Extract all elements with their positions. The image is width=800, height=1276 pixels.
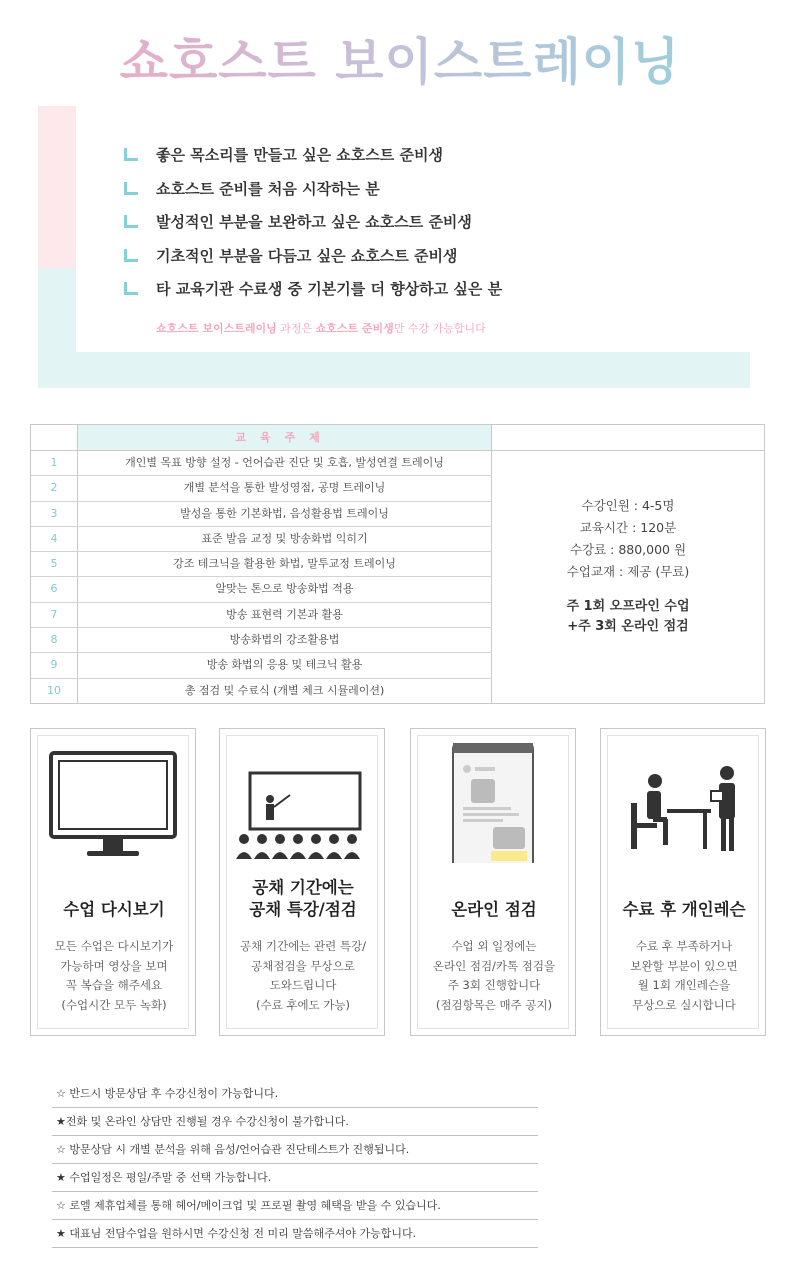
tuition-fee: 수강료 : 880,000 원 (569, 542, 687, 557)
row-number: 9 (31, 653, 78, 677)
target-item (124, 239, 502, 273)
table-row (31, 653, 492, 678)
class-duration: 교육시간 : 120분 (579, 520, 677, 535)
online-schedule: +주 3회 온라인 점검 (567, 619, 689, 634)
notice-item: ☆ 반드시 방문상담 후 수강신청이 가능합니다. (52, 1080, 538, 1108)
table-rows (31, 451, 492, 704)
l-bullet-icon (124, 182, 138, 195)
row-topic: 방송화법의 강조활용법 (78, 628, 492, 652)
class-size: 수강인원 : 4-5명 (581, 498, 675, 513)
target-item (124, 272, 502, 306)
course-info (492, 495, 764, 583)
card-title-line: 공채 기간에는 (252, 878, 354, 897)
target-item (124, 205, 502, 239)
notice-list (52, 1080, 538, 1248)
target-audience-list (124, 138, 502, 306)
card-desc-line: 무상으로 실시합니다 (632, 997, 736, 1012)
row-number: 8 (31, 628, 78, 652)
course-info-panel (492, 451, 764, 703)
card-desc-line: 꼭 복습을 해주세요 (65, 978, 163, 992)
l-bullet-icon (124, 215, 138, 228)
table-row (31, 527, 492, 552)
table-row (31, 603, 492, 628)
card-desc-line: 공채 기간에는 관련 특강/ (240, 939, 366, 953)
textbook: 수업교재 : 제공 (무료) (566, 564, 690, 579)
feature-card-online-check (410, 728, 576, 1036)
target-text: 기초적인 부분을 다듬고 싶은 쇼호스트 준비생 (156, 246, 458, 265)
row-topic: 방송 화법의 응용 및 테크닉 활용 (78, 653, 492, 677)
monitor-icon (41, 743, 185, 863)
row-topic: 발성을 통한 기본화법, 음성활용법 트레이닝 (78, 502, 492, 526)
intro-note-end: 만 수강 가능합니다 (393, 322, 486, 335)
card-desc-line: (수료 후에도 가능) (255, 997, 351, 1012)
card-desc-line: 보완할 부분이 있으면 (630, 958, 738, 973)
card-desc-line: 도와드립니다 (269, 978, 337, 992)
offline-schedule: 주 1회 오프라인 수업 (566, 599, 690, 614)
card-desc-line: 수업 외 일정에는 (451, 939, 537, 953)
notice-item: ★ 수업일정은 평일/주말 중 선택 가능합니다. (52, 1164, 538, 1192)
row-topic: 방송 표현력 기본과 활용 (78, 603, 492, 627)
feature-card-special-lecture (219, 728, 385, 1036)
card-desc-line: (수업시간 모두 녹화) (61, 997, 167, 1012)
table-row (31, 451, 492, 476)
lecture-icon (230, 743, 374, 863)
target-text: 타 교육기관 수료생 중 기본기를 더 향상하고 싶은 분 (156, 280, 503, 299)
table-row (31, 679, 492, 704)
card-title-line: 공채 특강/점검 (249, 900, 357, 919)
l-bullet-icon (124, 148, 138, 161)
card-desc-line: 주 3회 진행합니다 (447, 978, 541, 992)
card-description (411, 937, 577, 1015)
card-desc-line: 온라인 점검/카톡 점검을 (432, 958, 556, 973)
intro-note (156, 320, 486, 336)
feature-card-replay (30, 728, 196, 1036)
curriculum-table (30, 424, 765, 704)
table-header-topic: 교육주제 (78, 425, 492, 451)
table-row (31, 476, 492, 501)
table-row (31, 577, 492, 602)
target-text: 쇼호스트 준비를 처음 시작하는 분 (156, 179, 380, 198)
row-topic: 개인별 목표 방향 설정 - 언어습관 진단 및 호흡, 발성연결 트레이닝 (78, 451, 492, 475)
row-number: 4 (31, 527, 78, 551)
intro-pink-bar (38, 106, 76, 268)
row-number: 1 (31, 451, 78, 475)
card-desc-line: 수료 후 부족하거나 (635, 939, 733, 953)
card-title (220, 877, 386, 921)
table-header-number-cell (31, 425, 78, 451)
table-row (31, 628, 492, 653)
l-bullet-icon (124, 249, 138, 262)
row-number: 2 (31, 476, 78, 500)
row-topic: 강조 테크닉을 활용한 화법, 말투교정 트레이닝 (78, 552, 492, 576)
row-topic: 개별 분석을 통한 발성영점, 공명 트레이닝 (78, 476, 492, 500)
notice-item: ☆ 로엘 제휴업체를 통해 헤어/메이크업 및 프로필 촬영 혜택을 받을 수 있습니다. (52, 1192, 538, 1220)
card-desc-line: 가능하며 영상을 보며 (60, 958, 168, 973)
target-text: 발성적인 부분을 보완하고 싶은 쇼호스트 준비생 (156, 213, 472, 232)
intro-note-course: 쇼호스트 보이스트레이닝 (156, 322, 277, 335)
card-description (220, 937, 386, 1015)
card-desc-line: 월 1회 개인레슨을 (637, 978, 731, 992)
feature-cards (30, 728, 770, 1038)
card-description (31, 937, 197, 1015)
row-number: 7 (31, 603, 78, 627)
l-bullet-icon (124, 282, 138, 295)
card-title: 수료 후 개인레슨 (622, 900, 746, 919)
table-header-side-cell (492, 425, 764, 451)
row-topic: 표준 발음 교정 및 방송화법 익히기 (78, 527, 492, 551)
target-text: 좋은 목소리를 만들고 싶은 쇼호스트 준비생 (156, 146, 443, 165)
row-topic: 알맞는 톤으로 방송화법 적용 (78, 577, 492, 601)
card-desc-line: 모든 수업은 다시보기가 (54, 939, 174, 953)
tutoring-icon (611, 743, 755, 863)
intro-note-target: 쇼호스트 준비생 (315, 322, 394, 335)
card-title: 온라인 점검 (451, 900, 537, 919)
class-schedule (492, 597, 764, 637)
page-title: 쇼호스트 보이스트레이닝 (0, 22, 800, 94)
row-number: 5 (31, 552, 78, 576)
table-row (31, 502, 492, 527)
intro-note-mid: 과정은 (276, 322, 316, 335)
card-description (601, 937, 767, 1015)
target-item (124, 172, 502, 206)
notice-item: ★ 대표님 전담수업을 원하시면 수강신청 전 미리 말씀해주셔야 가능합니다. (52, 1220, 538, 1248)
card-title: 수업 다시보기 (63, 900, 165, 919)
card-desc-line: (점검항목은 매주 공지) (435, 997, 553, 1012)
feature-card-private-lesson (600, 728, 766, 1036)
phone-chat-icon (421, 743, 565, 863)
row-topic: 총 점검 및 수료식 (개별 체크 시뮬레이션) (78, 679, 492, 704)
notice-item: ★전화 및 온라인 상담만 진행될 경우 수강신청이 불가합니다. (52, 1108, 538, 1136)
target-item (124, 138, 502, 172)
row-number: 10 (31, 679, 78, 704)
notice-item: ☆ 방문상담 시 개별 분석을 위해 음성/언어습관 진단테스트가 진행됩니다. (52, 1136, 538, 1164)
table-row (31, 552, 492, 577)
row-number: 6 (31, 577, 78, 601)
row-number: 3 (31, 502, 78, 526)
card-desc-line: 공채점검을 무상으로 (251, 958, 355, 973)
